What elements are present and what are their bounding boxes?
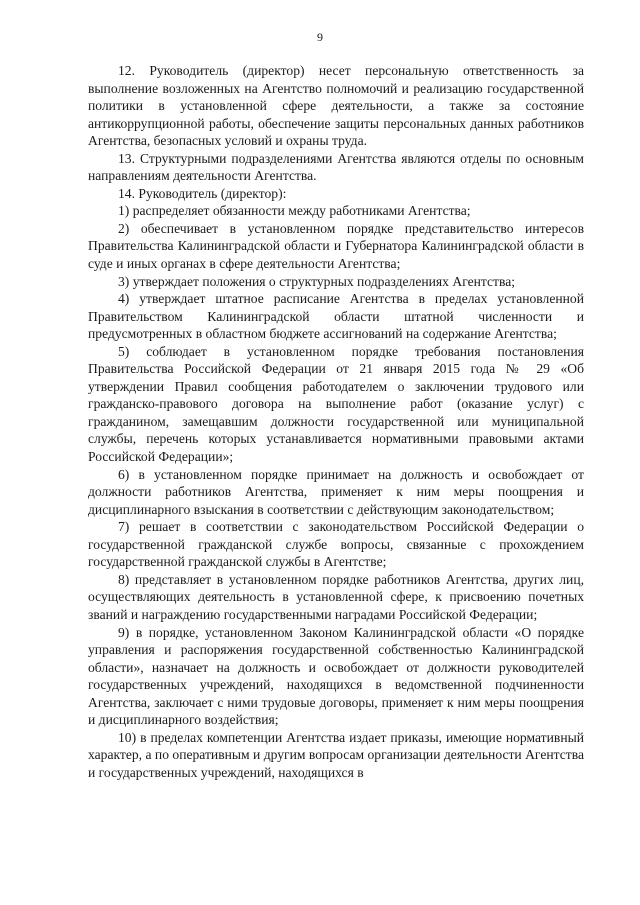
list-item-2: 2) обеспечивает в установленном порядке представительство интересов Правительства Калининградской области и Губернатора Калининградской области в суде и иных органах в сфере деятельности Агентства; [88,220,584,272]
list-item-1: 1) распределяет обязанности между работниками Агентства; [118,203,471,219]
page-number: 9 [317,30,323,44]
list-item-4: 4) утверждает штатное расписание Агентства в пределах установленной Правительством Калининградской области штатной численности и предусмотренных в областном бюджете ассигнований на содержание Агентства; [88,291,584,342]
list-item-8: 8) представляет в установленном порядке работников Агентства, других лиц, осуществляющих деятельность в установленной сфере, к присвоению почетных званий и награждению государственными наградами Российской Федерации; [88,571,584,622]
list-item-9: 9) в порядке, установленном Законом Калининградской области «О порядке управления и распоряжения государственной собственностью Калининградской области», назначает на должность и освобождает от должности руководителей государственных учреждений, находящихся в ведомственной подчиненности Агентства, заключает с ними трудовые договоры, применяет к ним меры поощрения и дисциплинарного воздействия; [88,624,584,728]
list-item-5: 5) соблюдает в установленном порядке требования постановления Правительства Российской Федерации от 21 января 2015 года № 29 «Об утверждении Правил сообщения работодателем о заключении трудового или гражданско-правового договора на выполнение работ (оказание услуг) с гражданином, замещавшим должности государственной или муниципальной службы, перечень которых устанавливается нормативными правовыми актами Российской Федерации»; [88,343,584,465]
list-item-10: 10) в пределах компетенции Агентства издает приказы, имеющие нормативный характер, а по оперативным и другим вопросам организации деятельности Агентства и государственных учреждений, находящихся в [88,729,584,780]
paragraph-12: 12. Руководитель (директор) несет персональную ответственность за выполнение возложенных на Агентство полномочий и реализацию государственной политики в установленной сфере деятельности, а также за состояние антикоррупционной работы, обеспечение защиты персональных данных работников Агентства, безопасных условий и охраны труда. [88,63,584,149]
paragraph-13: 13. Структурными подразделениями Агентства являются отделы по основным направлениям деятельности Агентства. [88,150,584,184]
document-body [88,62,584,781]
list-item-3: 3) утверждает положения о структурных подразделениях Агентства; [118,273,516,289]
list-item-6: 6) в установленном порядке принимает на должность и освобождает от должности работников Агентства, применяет к ним меры поощрения и дисциплинарного взыскания в соответствии с действующим законодательством; [88,466,584,517]
list-item-7: 7) решает в соответствии с законодательством Российской Федерации о государственной гражданской службе вопросы, связанные с прохождением государственной гражданской службы в Агентстве; [88,519,584,570]
paragraph-14: 14. Руководитель (директор): [118,185,287,201]
